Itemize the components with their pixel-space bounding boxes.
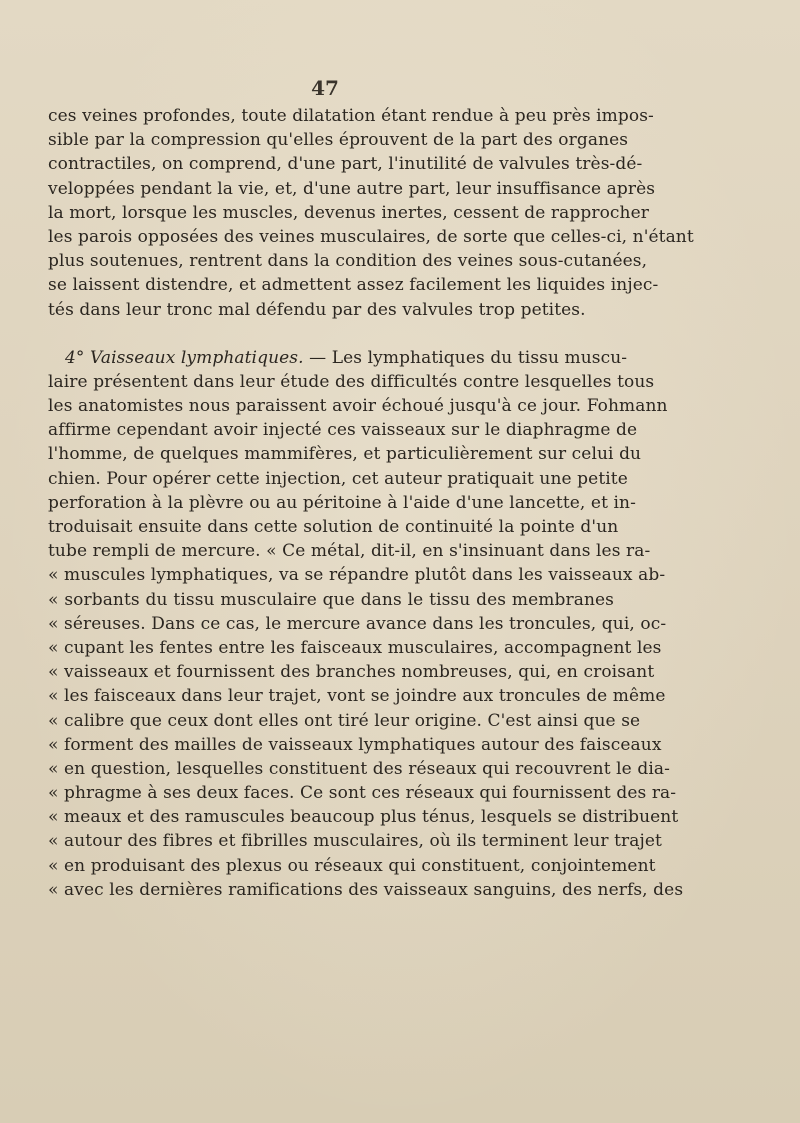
- body-text: [48, 104, 694, 902]
- paragraph-veines: [48, 104, 694, 322]
- text-line: troduisait ensuite dans cette solution de continuité la pointe d'un: [48, 517, 619, 537]
- text-line: les anatomistes nous paraissent avoir échoué jusqu'à ce jour. Fohmann: [48, 396, 668, 417]
- text-line: « vaisseaux et fournissent des branches nombreuses, qui, en croisant: [48, 662, 655, 683]
- text-line: laire présentent dans leur étude des difficultés contre lesquelles tous: [48, 371, 655, 392]
- text-line: « avec les dernières ramifications des vaisseaux sanguins, des nerfs, des: [48, 879, 684, 900]
- text-line: se laissent distendre, et admettent assez facilement les liquides injec-: [48, 275, 659, 296]
- heading-continuation: — Les lymphatiques du tissu muscu-: [309, 347, 628, 368]
- page-number: 47: [311, 76, 339, 100]
- text-line: affirme cependant avoir injecté ces vaisseaux sur le diaphragme de: [48, 420, 638, 441]
- text-line: perforation à la plèvre ou au péritoine à l'aide d'une lancette, et in-: [48, 492, 636, 513]
- text-line: les parois opposées des veines musculaires, de sorte que celles-ci, n'étant: [48, 226, 694, 247]
- text-line: « phragme à ses deux faces. Ce sont ces réseaux qui fournissent des ra-: [48, 783, 677, 804]
- text-line: sible par la compression qu'elles éprouvent de la part des organes: [48, 130, 629, 151]
- section-heading: 4° Vaisseaux lymphatiques.: [65, 347, 304, 368]
- text-line: contractiles, on comprend, d'une part, l'inutilité de valvules très-dé-: [48, 154, 643, 175]
- text-line: tés dans leur tronc mal défendu par des valvules trop petites.: [48, 299, 586, 320]
- text-line: « sorbants du tissu musculaire que dans le tissu des membranes: [48, 589, 614, 610]
- text-line: ces veines profondes, toute dilatation étant rendue à peu près impos-: [48, 106, 654, 126]
- text-line: « autour des fibres et fibrilles musculaires, où ils terminent leur trajet: [48, 831, 662, 852]
- paragraph-lymphatiques: [48, 346, 684, 902]
- text-line: « les faisceaux dans leur trajet, vont se joindre aux troncules de même: [48, 686, 666, 707]
- text-line: veloppées pendant la vie, et, d'une autre part, leur insuffisance après: [48, 178, 656, 199]
- text-line: « calibre que ceux dont elles ont tiré leur origine. C'est ainsi que se: [48, 710, 641, 731]
- text-line: tube rempli de mercure. « Ce métal, dit-il, en s'insinuant dans les ra-: [48, 541, 651, 562]
- text-line: « en question, lesquelles constituent des réseaux qui recouvrent le dia-: [48, 758, 670, 779]
- text-line: « cupant les fentes entre les faisceaux musculaires, accompagnent les: [48, 637, 662, 658]
- text-line: chien. Pour opérer cette injection, cet auteur pratiquait une petite: [48, 468, 628, 489]
- text-line: plus soutenues, rentrent dans la condition des veines sous-cutanées,: [48, 251, 648, 272]
- paragraph-spacer: [48, 322, 614, 346]
- text-line: « séreuses. Dans ce cas, le mercure avance dans les troncules, qui, oc-: [48, 613, 667, 634]
- text-line: la mort, lorsque les muscles, devenus inertes, cessent de rapprocher: [48, 202, 649, 223]
- text-line: [48, 346, 628, 370]
- text-line: « en produisant des plexus ou réseaux qui constituent, conjointement: [48, 855, 656, 876]
- text-line: « meaux et des ramuscules beaucoup plus ténus, lesquels se distribuent: [48, 807, 679, 828]
- text-line: « forment des mailles de vaisseaux lymphatiques autour des faisceaux: [48, 734, 662, 755]
- text-line: « muscules lymphatiques, va se répandre plutôt dans les vaisseaux ab-: [48, 565, 666, 586]
- text-line: l'homme, de quelques mammifères, et particulièrement sur celui du: [48, 444, 642, 465]
